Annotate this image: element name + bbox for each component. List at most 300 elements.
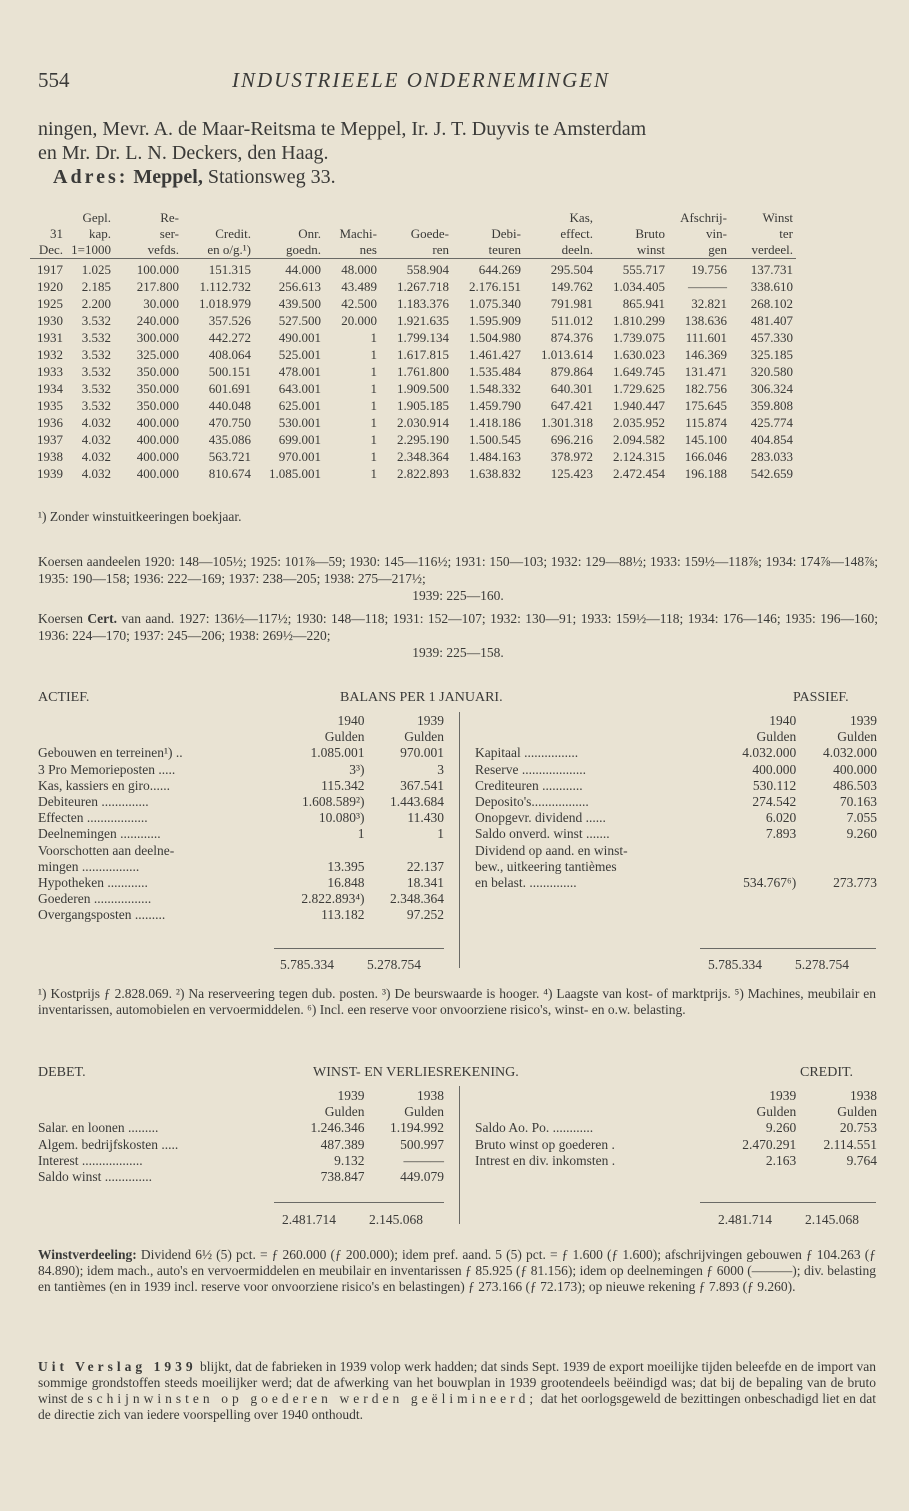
running-title: INDUSTRIEELE ONDERNEMINGEN (232, 68, 611, 92)
unit-header: Gulden (404, 729, 444, 745)
table-cell: 647.421 (550, 398, 593, 413)
table-cell: 32.821 (691, 296, 727, 311)
ledger-value: 10.080³) (318, 810, 365, 826)
ledger-value (799, 859, 880, 875)
koersen-cert-last: 1939: 225—158. (412, 645, 504, 660)
ledger-value: 9.260 (765, 1120, 797, 1136)
table-cell: 1920 (37, 279, 63, 294)
table-cell: 125.423 (550, 466, 593, 481)
verslag-text: dat het oorlogsgeweld de bezittingen onbeschadigd liet en dat de directie zich van iedere voorspelling over 1940 onthoudt. (38, 1391, 877, 1422)
table-cell: 256.613 (278, 279, 321, 294)
ledger-value: 9.260 (846, 826, 877, 842)
ledger-value: 274.542 (752, 794, 797, 810)
winst-debet-table (35, 1088, 447, 1185)
table-cell: 1930 (37, 313, 63, 328)
table-cell: 2.348.364 (397, 449, 449, 464)
year-header: 1939 (417, 713, 444, 728)
ledger-value: 738.847 (320, 1169, 365, 1185)
column-header (452, 210, 524, 226)
table-cell: 1917 (30, 259, 66, 279)
ledger-value: 9.764 (846, 1152, 877, 1168)
ledger-value: 113.182 (321, 907, 365, 923)
table-cell: 435.086 (208, 432, 251, 447)
winst-total: 2.481.714 (282, 1212, 336, 1227)
table-cell: 3.532 (81, 313, 111, 328)
table-cell: ——— (688, 279, 727, 294)
table-header-row (30, 242, 796, 259)
ledger-label: bew., uitkeering tantièmes (475, 858, 617, 874)
table-cell: 1.799.134 (397, 330, 449, 345)
table-cell: 1.484.163 (469, 449, 521, 464)
table-cell: 111.601 (685, 330, 727, 345)
table-row (30, 380, 796, 397)
ledger-label: Crediteuren ............ (475, 777, 583, 793)
table-cell: 470.750 (208, 415, 251, 430)
winstverdeeling (38, 1247, 876, 1295)
ledger-label: Dividend op aand. en winst- (475, 842, 628, 858)
intro-line: ningen, Mevr. A. de Maar-Reitsma te Meppel, Ir. J. T. Duyvis te Amsterdam (38, 118, 647, 140)
table-cell: 4.032 (81, 449, 111, 464)
table-cell: 400.000 (136, 449, 179, 464)
table-cell: 138.636 (684, 313, 727, 328)
unit-header: Gulden (324, 729, 365, 745)
ledger-value: 18.341 (406, 875, 444, 891)
column-header: Debi- (491, 226, 521, 241)
year-header: 1940 (337, 713, 365, 728)
table-cell: 408.064 (208, 347, 251, 362)
table-cell: 2.035.952 (613, 415, 665, 430)
ledger-row (472, 843, 880, 859)
column-header: Kas, (569, 210, 593, 225)
table-cell: 500.151 (208, 364, 251, 379)
table-cell: 481.407 (750, 313, 793, 328)
ledger-value: 97.252 (406, 907, 444, 923)
table-row (30, 397, 796, 414)
verslag-spaced-text: schijnwinsten op goederen werden geëlimineerd; (87, 1391, 538, 1406)
koersen-cert (38, 610, 878, 661)
table-cell: 1933 (37, 364, 63, 379)
year-header: 1939 (337, 1088, 365, 1103)
table-cell: 478.001 (278, 364, 321, 379)
column-header: ren (432, 242, 449, 257)
table-cell: 404.854 (750, 432, 793, 447)
ledger-value: 4.032.000 (823, 745, 877, 761)
ledger-value (368, 843, 447, 859)
table-cell: 1932 (37, 347, 63, 362)
ledger-value: 7.055 (846, 810, 877, 826)
column-header (254, 210, 324, 226)
table-cell: 791.981 (550, 296, 593, 311)
table-cell: 1.649.745 (613, 364, 665, 379)
column-header (30, 210, 66, 226)
ledger-value (712, 859, 799, 875)
koersen-cert-word: Cert. (87, 611, 118, 626)
column-header: 31 (50, 226, 63, 241)
ledger-value: 970.001 (400, 745, 444, 761)
table-cell: 325.000 (136, 347, 179, 362)
winst-total: 2.145.068 (805, 1212, 859, 1227)
table-cell: 268.102 (750, 296, 793, 311)
table-cell: 1.500.545 (469, 432, 521, 447)
koersen-aandeelen-last: 1939: 225—160. (412, 588, 504, 603)
ledger-value: 13.395 (327, 858, 365, 874)
table-cell: 4.032 (81, 432, 111, 447)
ledger-value: 9.132 (334, 1152, 365, 1168)
ledger-value (799, 843, 880, 859)
winst-divider (459, 1086, 460, 1224)
koersen-aandeelen-text: Koersen aandeelen 1920: 148—105½; 1925: 101⅞—59; 1930: 145—116½; 1931: 150—103; 1932: 129—88½; 1933: 159½—118⅞; 1934: 174⅞—148⅞; 1935: 190—158; 1936: 222—169; 1937: 238—205; 1938: 275—217½; (38, 554, 878, 586)
table-cell: 400.000 (136, 415, 179, 430)
column-header: Credit. (215, 226, 251, 241)
winst-total: 2.481.714 (718, 1212, 772, 1227)
column-header: winst (636, 242, 665, 257)
unit-header: Gulden (404, 1104, 444, 1120)
table-cell: 2.124.315 (613, 449, 665, 464)
ledger-row (35, 843, 447, 859)
table-cell: 2.094.582 (613, 432, 665, 447)
table-cell: 696.216 (550, 432, 593, 447)
winst-total-rule (274, 1202, 444, 1203)
koersen-cert-text: van aand. 1927: 136½—117½; 1930: 148—118; 1931: 152—107; 1932: 130—91; 1933: 159½—118; 1934: 176—146; 1935: 196—160; 1936: 224—170; 1937: 245—206; 1938: 269½—220; (38, 611, 879, 643)
ledger-value: 2.470.291 (742, 1136, 797, 1152)
ledger-value: 115.342 (321, 777, 365, 793)
table-cell: 625.001 (278, 398, 321, 413)
table-cell: 3.532 (81, 330, 111, 345)
ledger-row (35, 1137, 447, 1153)
column-header: teuren (488, 242, 521, 257)
column-header: nes (359, 242, 377, 257)
table-cell: 879.864 (550, 364, 593, 379)
table-cell: 115.874 (685, 415, 727, 430)
ledger-value: 534.767⁶) (743, 875, 797, 891)
table-row (30, 414, 796, 431)
table-cell: 1 (370, 432, 377, 447)
table-cell: 439.500 (278, 296, 321, 311)
ledger-row (472, 762, 880, 778)
ledger-row (35, 1153, 447, 1169)
balans-total: 5.278.754 (367, 957, 421, 972)
table-cell: 1937 (37, 432, 63, 447)
ledger-row (472, 1153, 880, 1169)
ledger-value: 367.541 (400, 777, 444, 793)
table-cell: 2.472.454 (613, 466, 665, 481)
column-header: ter (779, 226, 793, 241)
ledger-value: 3³) (349, 761, 365, 777)
table-cell: 1.548.332 (469, 381, 521, 396)
ledger-value: 6.020 (765, 810, 797, 826)
table-cell: 350.000 (136, 398, 179, 413)
address-label: Adres: (53, 166, 129, 188)
table-cell: 1.905.185 (397, 398, 449, 413)
ledger-value: 1.085.001 (310, 745, 365, 761)
ledger-row (35, 810, 447, 826)
ledger-value: 1.443.684 (390, 794, 444, 810)
column-header: Re- (160, 210, 179, 225)
column-header: Dec. (38, 242, 63, 257)
column-header: Bruto (635, 226, 665, 241)
ledger-label: mingen ................. (38, 858, 140, 874)
ledger-value: 70.163 (839, 794, 877, 810)
ledger-row (472, 794, 880, 810)
winstverdeeling-text: Dividend 6½ (5) pct. = ƒ 260.000 (ƒ 200.000); idem pref. aand. 5 (5) pct. = ƒ 1.600 (ƒ 1.600); afschrijvingen gebouwen ƒ 104.263 (ƒ 84.890); idem mach., auto's en vervoermiddelen en meubilair en inventarissen ƒ 85.925 (ƒ 81.156); idem op deelnemingen ƒ 6000 (———); div. belasting en tantièmes (en in 1939 incl. reserve voor onvoorziene risico's en belastingen) ƒ 273.166 (ƒ 72.173); op nieuwe rekening ƒ 7.893 (ƒ 9.260). (38, 1247, 877, 1294)
table-cell: 1.810.299 (613, 313, 665, 328)
table-cell: 1.940.447 (613, 398, 665, 413)
verslag (38, 1359, 876, 1423)
unit-header: Gulden (837, 729, 877, 745)
column-header: 1=1000 (71, 242, 111, 257)
table-row (30, 346, 796, 363)
table-cell: 1.739.075 (613, 330, 665, 345)
ledger-label: Saldo winst .............. (38, 1169, 153, 1185)
table-cell: 1.013.614 (541, 347, 593, 362)
table-cell: 146.369 (684, 347, 727, 362)
ledger-label: Intrest en div. inkomsten . (475, 1152, 616, 1168)
address-city: Meppel, (133, 166, 203, 188)
table-cell: 1 (370, 381, 377, 396)
ledger-row (472, 826, 880, 842)
balans-total: 5.785.334 (280, 957, 334, 972)
ledger-label: Interest .................. (38, 1152, 143, 1168)
ledger-value: 2.114.551 (823, 1136, 877, 1152)
column-header: kap. (88, 226, 111, 241)
intro-line: en Mr. Dr. L. N. Deckers, den Haag. (38, 142, 329, 164)
table-cell: 1.418.186 (469, 415, 521, 430)
table-cell: 166.046 (684, 449, 727, 464)
table-row (30, 448, 796, 465)
ledger-label: Kas, kassiers en giro...... (38, 777, 170, 793)
year-header: 1939 (850, 713, 877, 728)
table-cell: 151.315 (182, 259, 254, 279)
table-cell: 100.000 (114, 259, 182, 279)
ledger-row (35, 907, 447, 923)
verslag-label: Uit Verslag 1939 (38, 1359, 197, 1374)
winst-total: 2.145.068 (369, 1212, 423, 1227)
table-cell: 20.000 (341, 313, 377, 328)
ledger-value: 16.848 (327, 875, 365, 891)
table-cell: 3.532 (81, 381, 111, 396)
ledger-value: 22.137 (406, 858, 444, 874)
ledger-value: 487.389 (320, 1136, 365, 1152)
unit-header: Gulden (756, 729, 797, 745)
table-cell: 601.691 (208, 381, 251, 396)
unit-header: Gulden (324, 1104, 365, 1120)
column-header: en o/g.¹) (207, 242, 251, 257)
table-cell: 555.717 (596, 259, 668, 279)
table-row (30, 295, 796, 312)
table-cell: 149.762 (550, 279, 593, 294)
table-cell: 1938 (37, 449, 63, 464)
balans-footnotes: ¹) Kostprijs ƒ 2.828.069. ²) Na reserveering tegen dub. posten. ³) De beurswaarde is hooger. ⁴) Laagste van kost- of marktprijs. ⁵) Machines, meubilair en inventarissen, automobielen en vervoermiddelen. ⁶) Incl. een reserve voor onvoorziene risico's, winst- en o.w. belasting. (38, 986, 876, 1017)
table-cell: 48.000 (324, 259, 380, 279)
column-header (596, 210, 668, 226)
ledger-label: Bruto winst op goederen . (475, 1136, 615, 1152)
table-row (30, 329, 796, 346)
ledger-row (35, 891, 447, 907)
ledger-row (35, 875, 447, 891)
koersen-cert-pre: Koersen (38, 611, 83, 626)
table-cell: 4.032 (81, 415, 111, 430)
table-cell: 1.617.815 (397, 347, 449, 362)
intro-block (38, 117, 888, 189)
ledger-label: Hypotheken ............ (38, 875, 148, 891)
table-row (30, 363, 796, 380)
column-header: deeln. (561, 242, 593, 257)
year-header: 1938 (417, 1088, 444, 1103)
balans-actief-table (35, 713, 447, 924)
ledger-value: ——— (403, 1152, 444, 1168)
table-cell: 2.185 (81, 279, 111, 294)
ledger-label: Deposito's................. (475, 794, 589, 810)
column-header: Winst (762, 210, 793, 225)
table-cell: 2.822.893 (397, 466, 449, 481)
table-cell: 325.185 (750, 347, 793, 362)
koersen-aandeelen (38, 553, 878, 604)
unit-header: Gulden (837, 1104, 877, 1120)
ledger-value: 2.822.893⁴) (301, 891, 365, 907)
balans-total-rule (274, 948, 444, 949)
table-cell: 182.756 (684, 381, 727, 396)
table-cell: 1 (370, 449, 377, 464)
table-cell: 1939 (37, 466, 63, 481)
table-cell: 350.000 (136, 364, 179, 379)
table-cell: 558.904 (380, 259, 452, 279)
balans-passief-table (472, 713, 880, 891)
column-header: Onr. (298, 226, 321, 241)
table-cell: 3.532 (81, 398, 111, 413)
table-cell: 3.532 (81, 364, 111, 379)
ledger-value: 4.032.000 (742, 745, 797, 761)
column-header: verdeel. (751, 242, 793, 257)
table-cell: 1 (370, 347, 377, 362)
table-cell: 1925 (37, 296, 63, 311)
ledger-value: 20.753 (839, 1120, 877, 1136)
table-row (30, 312, 796, 329)
table-cell: 442.272 (208, 330, 251, 345)
table-cell: 1 (370, 415, 377, 430)
table-cell: 1.085.001 (269, 466, 321, 481)
ledger-row (472, 810, 880, 826)
ledger-row (472, 859, 880, 875)
ledger-label: Goederen ................. (38, 891, 152, 907)
table-cell: 1 (370, 330, 377, 345)
page-number: 554 (38, 68, 70, 92)
table-cell: 145.100 (684, 432, 727, 447)
ledger-value: 449.079 (400, 1169, 444, 1185)
balans-total: 5.785.334 (708, 957, 762, 972)
ledger-label: Overgangsposten ......... (38, 907, 166, 923)
column-header: effect. (560, 226, 593, 241)
balans-title: BALANS PER 1 JANUARI. (340, 690, 503, 705)
table-cell: 527.500 (278, 313, 321, 328)
table-cell: 1.183.376 (397, 296, 449, 311)
table-cell: 357.526 (208, 313, 251, 328)
table-cell: 1.729.625 (613, 381, 665, 396)
column-header: Goede- (410, 226, 449, 241)
table-cell: 2.295.190 (397, 432, 449, 447)
table-cell: 295.504 (524, 259, 596, 279)
balans-total: 5.278.754 (795, 957, 849, 972)
table-cell: 810.674 (208, 466, 251, 481)
table-cell: 400.000 (136, 432, 179, 447)
table-cell: 970.001 (278, 449, 321, 464)
table-cell: 1.461.427 (469, 347, 521, 362)
table-cell: 1935 (37, 398, 63, 413)
table-cell: 217.800 (136, 279, 179, 294)
address-street: Stationsweg 33. (207, 166, 336, 188)
ledger-value: 1 (357, 826, 365, 842)
ledger-row (35, 762, 447, 778)
ledger-value: 2.163 (765, 1152, 797, 1168)
column-header (324, 210, 380, 226)
table-cell: 1 (370, 364, 377, 379)
ledger-value: 1.246.346 (310, 1120, 365, 1136)
ledger-value: 1 (437, 826, 444, 842)
table-cell: 440.048 (208, 398, 251, 413)
table-row (30, 465, 796, 482)
ledger-value: 11.430 (407, 810, 444, 826)
balans-total-rule (700, 948, 876, 949)
ledger-label: Kapitaal ................ (475, 745, 579, 761)
table-cell: 563.721 (208, 449, 251, 464)
table-cell: 359.808 (750, 398, 793, 413)
winst-title: WINST- EN VERLIESREKENING. (313, 1065, 519, 1080)
column-header: Afschrij- (680, 210, 727, 225)
ledger-row (472, 1137, 880, 1153)
column-header: ser- (159, 226, 179, 241)
table-cell: 1 (370, 398, 377, 413)
column-header: Gepl. (82, 210, 111, 225)
table-cell: 1.921.635 (397, 313, 449, 328)
ledger-row (35, 745, 447, 761)
table-cell: 43.489 (341, 279, 377, 294)
winstverdeeling-label: Winstverdeeling: (38, 1247, 137, 1262)
ledger-label: Effecten .................. (38, 810, 148, 826)
ledger-value: 530.112 (752, 777, 797, 793)
ledger-value: 500.997 (400, 1136, 444, 1152)
table-cell: 1.909.500 (397, 381, 449, 396)
table-cell: 175.645 (684, 398, 727, 413)
winst-left-title: DEBET. (38, 1065, 86, 1080)
table-cell: 542.659 (750, 466, 793, 481)
table-cell: 1.034.405 (613, 279, 665, 294)
column-header: goedn. (285, 242, 321, 257)
table-cell: 874.376 (550, 330, 593, 345)
table-cell: 699.001 (278, 432, 321, 447)
table-cell: 1.301.318 (541, 415, 593, 430)
table-cell: 1.025 (66, 259, 114, 279)
table-cell: 42.500 (341, 296, 377, 311)
table-cell: 196.188 (684, 466, 727, 481)
ledger-value (712, 843, 799, 859)
table-cell: 1.267.718 (397, 279, 449, 294)
financial-history-table (30, 210, 796, 482)
table-cell: 490.001 (278, 330, 321, 345)
column-header: vin- (706, 226, 727, 241)
table-header-row (30, 226, 796, 242)
ledger-value (280, 843, 368, 859)
ledger-label: Algem. bedrijfskosten ..... (38, 1136, 179, 1152)
table-cell: 3.532 (81, 347, 111, 362)
table-cell: 865.941 (622, 296, 665, 311)
table-cell: 1.075.340 (469, 296, 521, 311)
ledger-row (472, 875, 880, 891)
table-cell: 1.112.732 (199, 279, 251, 294)
table-cell: 137.731 (730, 259, 796, 279)
table-footnote: ¹) Zonder winstuitkeeringen boekjaar. (38, 509, 242, 524)
ledger-row (35, 859, 447, 875)
table-cell: 1.595.909 (469, 313, 521, 328)
ledger-label: en belast. .............. (475, 875, 577, 891)
